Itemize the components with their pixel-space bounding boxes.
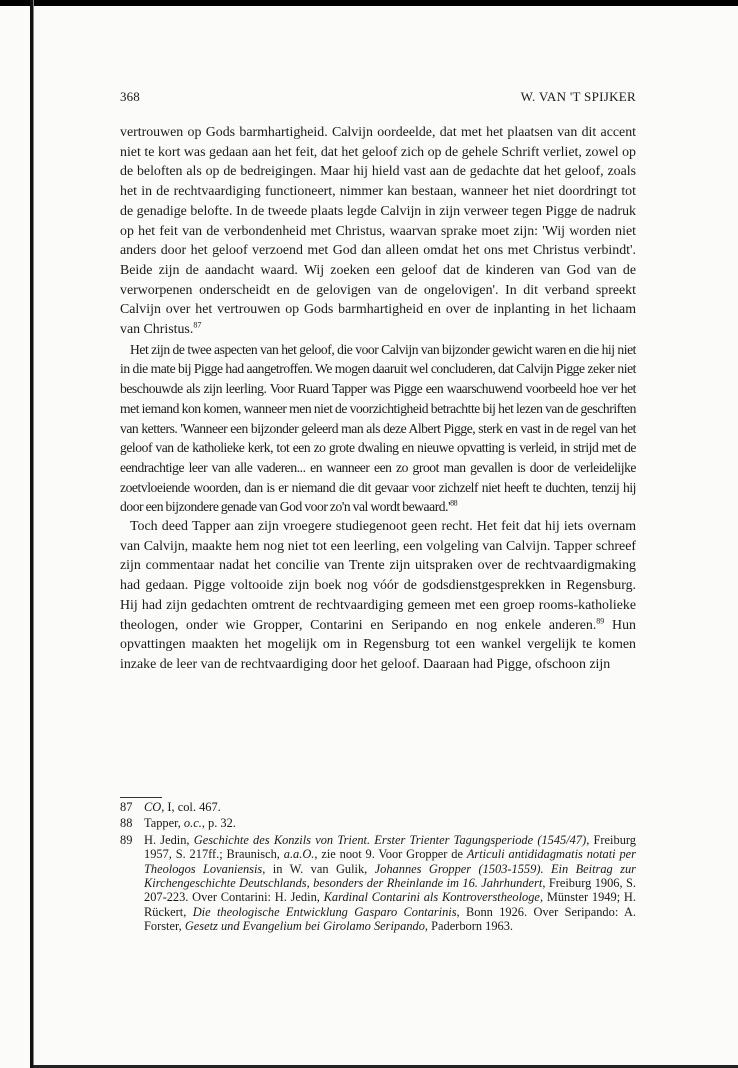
paragraph-1	[120, 123, 636, 340]
footnote-italic-segment: a.a.O.	[283, 847, 315, 862]
footnote-ref-89[interactable]: 89	[596, 615, 605, 625]
footnote-88	[120, 816, 636, 830]
footnote-number: 87	[120, 800, 133, 814]
scan-edge-left-shadow	[33, 0, 34, 1068]
footnote-ref-88[interactable]: 88	[450, 498, 458, 508]
footnote-ref-87[interactable]: 87	[193, 320, 202, 330]
scan-edge-top	[0, 0, 738, 6]
footnote-segment: , Bonn 1926. Over Seripando: A. Forster,	[144, 904, 636, 934]
footnote-italic-segment: Kardinal Contarini als Kontroverstheologe	[323, 890, 540, 905]
running-title: W. VAN 'T SPIJKER	[520, 89, 636, 104]
footnote-segment: , zie noot 9. Voor Gropper de	[314, 847, 467, 862]
footnote-italic-segment: CO	[144, 800, 162, 814]
footnotes	[120, 800, 636, 936]
footnote-text	[144, 833, 636, 934]
footnote-segment: , Freiburg 1957, S. 217ff.; Braunisch,	[144, 832, 636, 862]
paragraph-3-text-b: Hun opvattingen maakten het mogelijk om in Regensburg tot een wankel vergelijk te komen inzake de leer van de rechtvaardiging door het geloof. Daaraan had Pigge, ofschoon zijn	[120, 617, 636, 672]
paragraph-2	[120, 340, 636, 517]
footnote-segment: , p. 32.	[201, 816, 236, 831]
footnote-segment: , I, col. 467.	[161, 800, 221, 814]
footnote-segment: , Freiburg 1906, S. 207-223. Over Contarini: H. Jedin,	[144, 876, 636, 905]
footnote-segment: , Paderborn 1963.	[424, 919, 514, 934]
footnote-number: 88	[120, 816, 133, 831]
footnote-89	[120, 833, 636, 934]
footnote-italic-segment: Geschichte des Konzils von Trient. Erster Trienter Tagungsperiode (1545/47)	[193, 832, 587, 847]
body-text	[120, 123, 636, 675]
footnote-segment: , in W. van Gulik,	[262, 861, 375, 876]
footnote-87	[120, 800, 636, 814]
paragraph-3-text-a: Toch deed Tapper aan zijn vroegere studiegenoot geen recht. Het feit dat hij iets overnam van Calvijn, maakte hem nog niet tot een leerling, een volgeling van Calvijn. Tapper schreef zijn commentaar nadat het concilie van Trente zijn uitspraken over de rechtvaardigmaking had gedaan. Pigge voltooide zijn boek nog vóór de godsdienstgesprekken in Regensburg. Hij had zijn gedachten omtrent de rechtvaardiging gemeen met een groep rooms-katholieke theologen, onder wie Gropper, Contarini en Seripando en nog enkele anderen.	[120, 519, 636, 633]
footnote-text	[144, 816, 636, 830]
footnote-segment: , Münster 1949; H. Rückert,	[144, 890, 636, 919]
footnote-segment: H. Jedin,	[144, 832, 194, 847]
footnote-number: 89	[120, 832, 133, 847]
footnote-italic-segment: Johannes Gropper (1503-1559). Ein Beitrag zur Kirchengeschichte Deutschlands, besonders der Rheinlande im 16. Jahrhundert	[144, 861, 636, 891]
footnote-text	[144, 800, 636, 814]
footnote-italic-segment: o.c.	[183, 816, 202, 831]
paragraph-3	[120, 517, 636, 675]
paragraph-1-text: vertrouwen op Gods barmhartigheid. Calvijn oordeelde, dat met het plaatsen van dit accent niet te kort was gedaan aan het feit, dat het geloof zich op de gehele Schrift verliet, zowel op de beloften als op de bedreigingen. Maar hij hield vast aan de gedachte dat het geloof, zoals het in de rechtvaardiging functioneert, nimmer kan bestaan, wanneer het niet doordringt tot de genadige belofte. In de tweede plaats legde Calvijn in zijn verweer tegen Pigge de nadruk op het feit van de verbondenheid met Christus, waarvan sprake moet zijn: 'Wij worden niet anders door het geloof verzoend met God dan alleen omdat het ons met Christus verbindt'. Beide zijn de aandacht waard. Wij zoeken een geloof dat de kinderen van God van de verworpenen onderscheidt en de gelovigen van de ongelovigen'. In dit verband spreekt Calvijn over het vertrouwen op Gods barmhartigheid en over de inplanting in het lichaam van Christus.	[120, 125, 636, 338]
footnote-separator	[120, 797, 162, 798]
footnote-italic-segment: Die theologische Entwicklung Gasparo Contarinis	[192, 904, 457, 919]
footnote-segment: Tapper,	[144, 816, 184, 831]
footnote-italic-segment: Gesetz und Evangelium bei Girolamo Seripando	[184, 919, 425, 934]
page-number: 368	[120, 89, 140, 104]
footnote-italic-segment: Articuli antididagmatis notati per Theologos Lovaniensis	[144, 847, 636, 876]
paragraph-2-text: Het zijn de twee aspecten van het geloof, die voor Calvijn van bijzonder gewicht waren en die hij niet in die mate bij Pigge had aangetroffen. We mogen daaruit wel concluderen, dat Calvijn Pigge zeker niet beschouwde als zijn leerling. Voor Ruard Tapper was Pigge een waarschuwend voorbeeld hoe ver het met iemand kon komen, wanneer men niet de voorzichtigheid betrachtte bij het lezen van de geschriften van ketters. 'Wanneer een bijzonder geleerd man als deze Albert Pigge, sterk en vast in de regel van het geloof van de katholieke kerk, tot een zo grote dwaling en nieuwe opvatting is verleid, in strijd met de eendrachtige leer van alle vaderen... en wanneer een zo groot man gevallen is door de verleidelijke zoetvloeiende woorden, dan is er niemand die dit gevaar voor zichzelf niet heeft te duchten, tenzij hij door een bijzondere genade van God voor zo'n val wordt bewaard.'	[120, 341, 636, 515]
